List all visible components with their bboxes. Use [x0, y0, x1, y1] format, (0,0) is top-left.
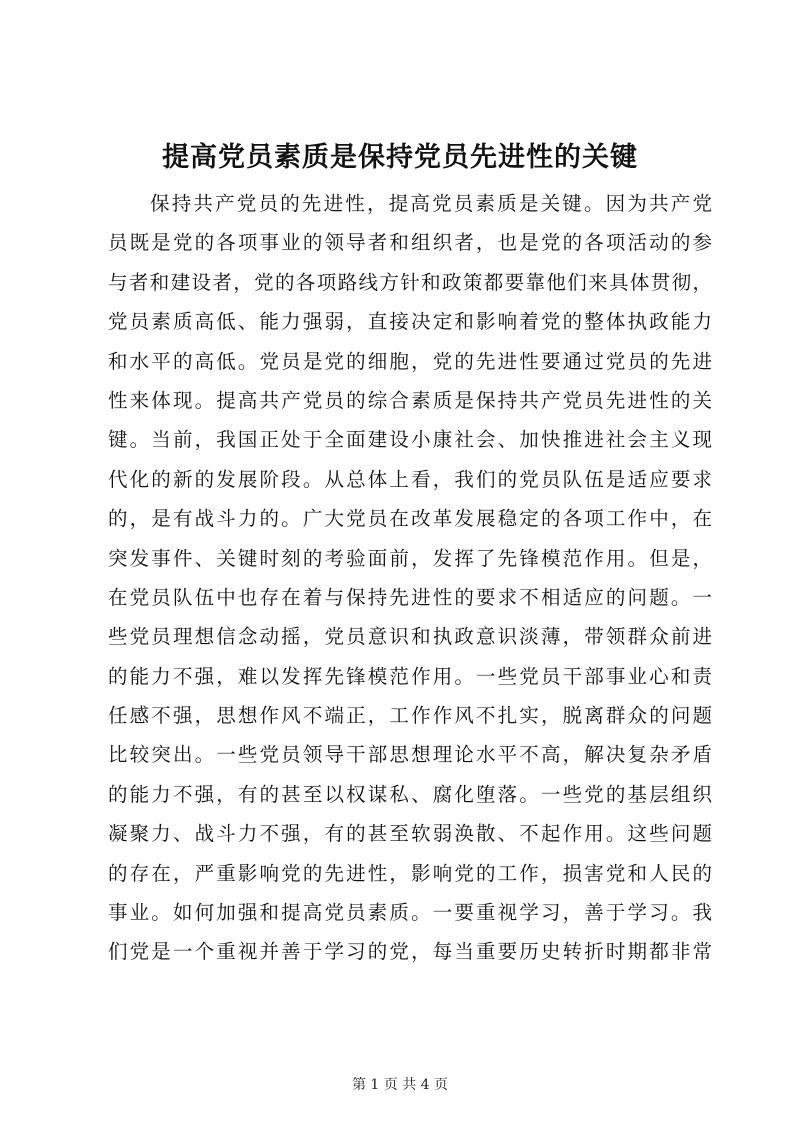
body-line: 和水平的高低。党员是党的细胞，党的先进性要通过党员的先进 [108, 349, 712, 373]
body-line: 的存在，严重影响党的先进性，影响党的工作，损害党和人民的 [108, 861, 712, 885]
body-line: 的能力不强，有的甚至以权谋私、腐化堕落。一些党的基层组织 [108, 782, 712, 806]
body-line: 任感不强，思想作风不端正，工作作风不扎实，脱离群众的问题 [108, 704, 712, 728]
document-body [108, 184, 712, 972]
body-line: 代化的新的发展阶段。从总体上看，我们的党员队伍是适应要求 [108, 467, 712, 491]
page-footer: 第 1 页 共 4 页 [351, 1077, 449, 1093]
body-line: 比较突出。一些党员领导干部思想理论水平不高，解决复杂矛盾 [108, 743, 712, 767]
body-line: 员既是党的各项事业的领导者和组织者，也是党的各项活动的参 [108, 231, 712, 255]
body-line: 的能力不强，难以发挥先锋模范作用。一些党员干部事业心和责 [108, 664, 712, 688]
body-line: 键。当前，我国正处于全面建设小康社会、加快推进社会主义现 [108, 428, 712, 452]
body-line: 的，是有战斗力的。广大党员在改革发展稳定的各项工作中，在 [108, 507, 712, 531]
body-line: 党员素质高低、能力强弱，直接决定和影响着党的整体执政能力 [108, 310, 712, 334]
body-line: 些党员理想信念动摇，党员意识和执政意识淡薄，带领群众前进 [108, 625, 712, 649]
body-line: 性来体现。提高共产党员的综合素质是保持共产党员先进性的关 [108, 388, 712, 412]
body-line: 保持共产党员的先进性，提高党员素质是关键。因为共产党 [150, 192, 712, 215]
body-line: 突发事件、关键时刻的考验面前，发挥了先锋模范作用。但是， [108, 546, 712, 570]
body-line: 们党是一个重视并善于学习的党，每当重要历史转折时期都非常 [108, 940, 712, 964]
document-title: 提高党员素质是保持党员先进性的关键 [162, 142, 638, 173]
body-line: 凝聚力、战斗力不强，有的甚至软弱涣散、不起作用。这些问题 [108, 822, 712, 846]
body-line: 在党员队伍中也存在着与保持先进性的要求不相适应的问题。一 [108, 585, 712, 609]
body-line: 事业。如何加强和提高党员素质。一要重视学习，善于学习。我 [108, 901, 712, 925]
body-line: 与者和建设者，党的各项路线方针和政策都要靠他们来具体贯彻， [108, 270, 712, 294]
